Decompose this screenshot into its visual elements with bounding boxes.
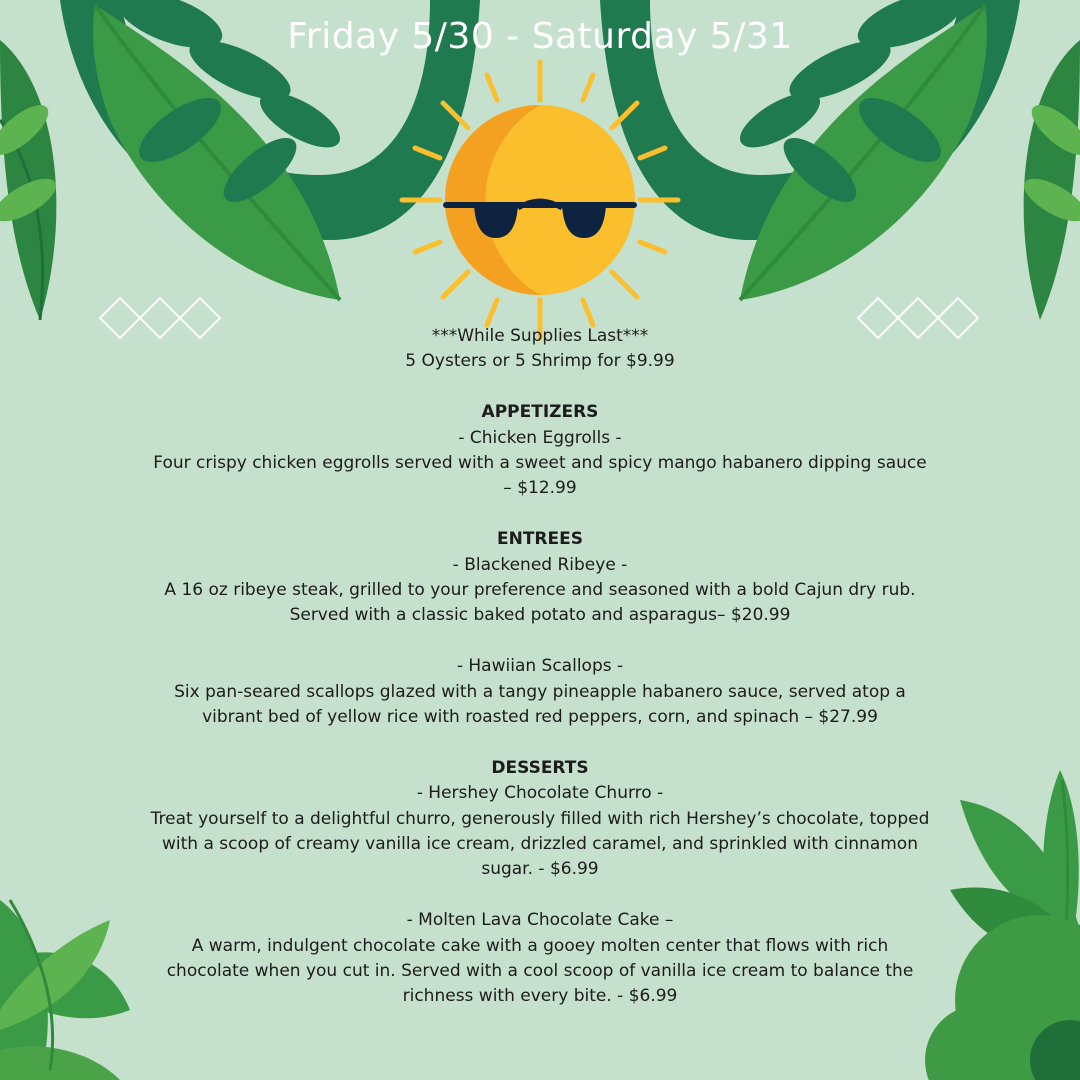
dish-name: - Chicken Eggrolls - xyxy=(458,427,622,448)
dish-description: Six pan-seared scallops glazed with a tangy pineapple habanero sauce, served atop a xyxy=(174,681,906,702)
dish-name: - Molten Lava Chocolate Cake – xyxy=(406,910,674,931)
dish-description: Served with a classic baked potato and asparagus– $20.99 xyxy=(289,605,791,626)
dish-description: A warm, indulgent chocolate cake with a gooey molten center that flows with rich xyxy=(191,935,889,956)
section-entrees xyxy=(100,527,980,730)
promo-line: 5 Oysters or 5 Shrimp for $9.99 xyxy=(405,351,675,372)
section-appetizers xyxy=(100,400,980,502)
dish-name: - Hawiian Scallops - xyxy=(456,656,624,677)
dish-description: vibrant bed of yellow rice with roasted red peppers, corn, and spinach – $27.99 xyxy=(202,707,878,728)
dish-description: – $12.99 xyxy=(503,478,577,499)
section-heading: DESSERTS xyxy=(491,757,589,778)
promo xyxy=(100,324,980,375)
dish-name: - Blackened Ribeye - xyxy=(452,554,628,575)
date-range-title: Friday 5/30 - Saturday 5/31 xyxy=(287,16,793,57)
dish-description: sugar. - $6.99 xyxy=(481,859,599,880)
dish-description: A 16 oz ribeye steak, grilled to your preference and seasoned with a bold Cajun dry rub. xyxy=(164,580,916,601)
section-desserts xyxy=(100,756,980,1010)
section-heading: ENTREES xyxy=(497,529,583,550)
dish-name: - Hershey Chocolate Churro - xyxy=(416,783,664,804)
dish-description: richness with every bite. - $6.99 xyxy=(402,986,678,1007)
dish-description: Four crispy chicken eggrolls served with a sweet and spicy mango habanero dipping sauce xyxy=(153,453,927,474)
menu-content xyxy=(100,324,980,1010)
section-heading: APPETIZERS xyxy=(481,402,599,423)
dish-description: with a scoop of creamy vanilla ice cream, drizzled caramel, and sprinkled with cinnamon xyxy=(162,834,918,855)
dish-description: Treat yourself to a delightful churro, generously filled with rich Hershey’s chocolate, topped xyxy=(150,808,930,829)
promo-line: ***While Supplies Last*** xyxy=(431,326,649,346)
sun-with-sunglasses-icon xyxy=(402,62,678,338)
dish-description: chocolate when you cut in. Served with a cool scoop of vanilla ice cream to balance the xyxy=(166,961,914,982)
